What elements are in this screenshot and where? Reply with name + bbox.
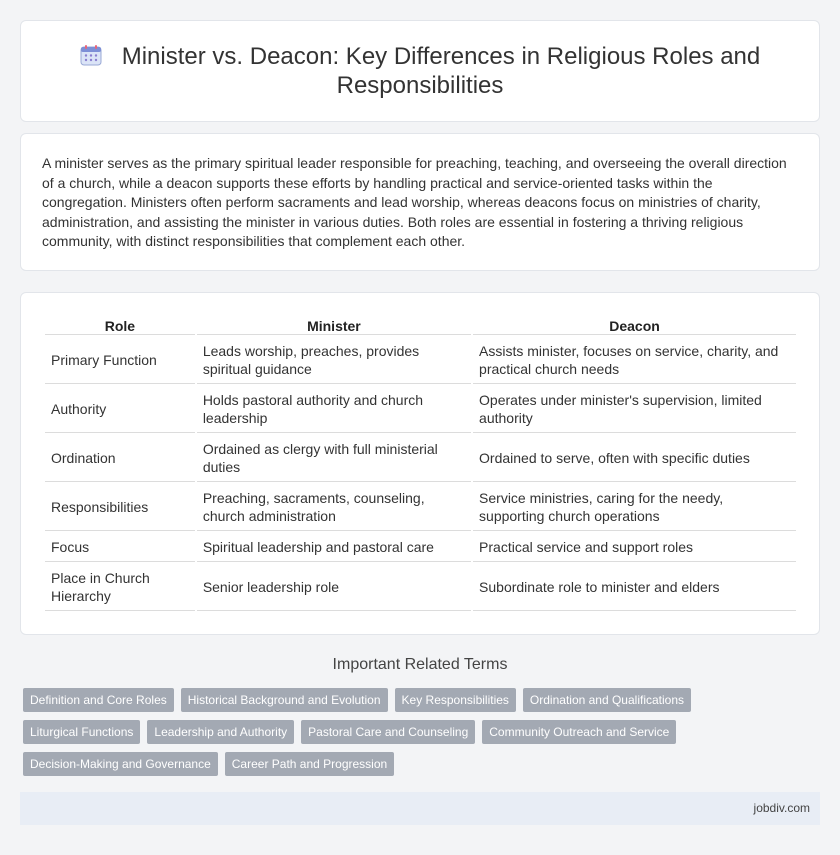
related-term-tag[interactable]: Ordination and Qualifications — [523, 688, 691, 712]
cell-minister: Ordained as clergy with full ministerial duties — [197, 435, 471, 482]
cell-role: Focus — [45, 533, 195, 562]
table-row — [45, 337, 796, 384]
footer — [20, 792, 820, 825]
table-header-row — [45, 315, 796, 335]
related-term-tag[interactable]: Community Outreach and Service — [482, 720, 676, 744]
cell-minister: Senior leadership role — [197, 564, 471, 611]
related-term-tag[interactable]: Pastoral Care and Counseling — [301, 720, 475, 744]
page-title-text: Minister vs. Deacon: Key Differences in Religious Roles and Responsibilities — [121, 43, 761, 99]
comparison-table — [43, 313, 798, 613]
related-terms-title: Important Related Terms — [332, 656, 508, 673]
cell-minister: Preaching, sacraments, counseling, church administration — [197, 484, 471, 531]
cell-deacon: Assists minister, focuses on service, charity, and practical church needs — [473, 337, 796, 384]
cell-deacon: Operates under minister's supervision, limited authority — [473, 386, 796, 433]
cell-deacon: Service ministries, caring for the needy, supporting church operations — [473, 484, 796, 531]
table-row — [45, 564, 796, 611]
related-terms-list — [23, 688, 803, 776]
related-term-tag[interactable]: Leadership and Authority — [147, 720, 294, 744]
cell-minister: Spiritual leadership and pastoral care — [197, 533, 471, 562]
header-role: Role — [45, 315, 195, 335]
intro-paragraph: A minister serves as the primary spiritual leader responsible for preaching, teaching, and overseeing the overall direction of a church, while a deacon supports these efforts by handling practical and service-oriented tasks within the congregation. Ministers often perform sacraments and lead worship, whereas deacons focus on ministries of charity, administration, and assisting the minister in various duties. Both roles are essential in fostering a thriving religious community, with distinct responsibilities that complement each other. — [42, 155, 787, 250]
table-row — [45, 386, 796, 433]
cell-role: Authority — [45, 386, 195, 433]
table-row — [45, 484, 796, 531]
table-row — [45, 435, 796, 482]
calendar-icon — [80, 44, 102, 66]
header-deacon: Deacon — [473, 315, 796, 335]
related-term-tag[interactable]: Historical Background and Evolution — [181, 688, 388, 712]
related-term-tag[interactable]: Key Responsibilities — [395, 688, 516, 712]
table-row — [45, 533, 796, 562]
footer-site[interactable]: jobdiv.com — [753, 801, 810, 815]
related-term-tag[interactable]: Definition and Core Roles — [23, 688, 174, 712]
cell-minister: Holds pastoral authority and church leadership — [197, 386, 471, 433]
cell-deacon: Ordained to serve, often with specific duties — [473, 435, 796, 482]
intro-card — [20, 133, 820, 271]
comparison-card — [20, 292, 820, 635]
related-term-tag[interactable]: Career Path and Progression — [225, 752, 394, 776]
cell-deacon: Subordinate role to minister and elders — [473, 564, 796, 611]
title-card — [20, 20, 820, 122]
cell-minister: Leads worship, preaches, provides spiritual guidance — [197, 337, 471, 384]
cell-role: Place in Church Hierarchy — [45, 564, 195, 611]
cell-role: Responsibilities — [45, 484, 195, 531]
related-term-tag[interactable]: Liturgical Functions — [23, 720, 140, 744]
cell-deacon: Practical service and support roles — [473, 533, 796, 562]
cell-role: Primary Function — [45, 337, 195, 384]
cell-role: Ordination — [45, 435, 195, 482]
header-minister: Minister — [197, 315, 471, 335]
page-title — [61, 42, 779, 100]
related-term-tag[interactable]: Decision-Making and Governance — [23, 752, 218, 776]
